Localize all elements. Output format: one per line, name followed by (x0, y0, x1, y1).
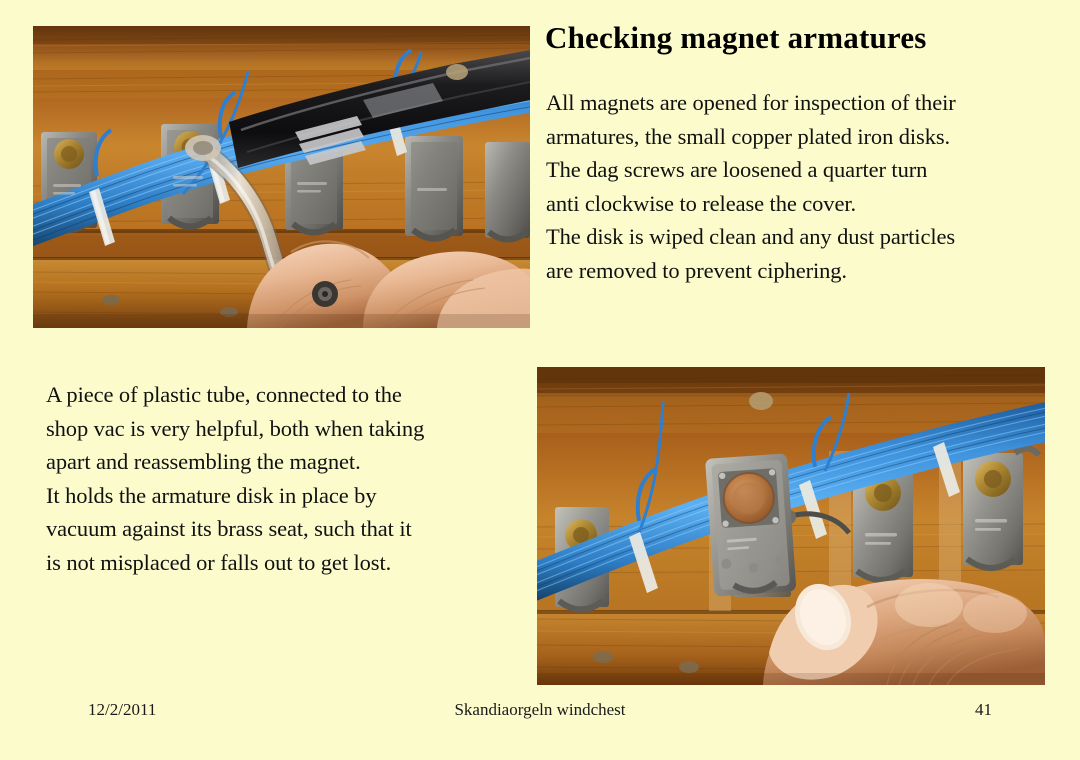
paragraph-right-line: The disk is wiped clean and any dust particles (546, 224, 956, 249)
photo-magnet-rail-with-tube (33, 26, 530, 328)
footer-title: Skandiaorgeln windchest (454, 700, 626, 719)
photo-top-graphic (33, 26, 530, 328)
paragraph-right-line: armatures, the small copper plated iron disks. (546, 123, 951, 149)
paragraph-left (46, 378, 526, 579)
photo-magnet-cover-in-hand (537, 367, 1045, 685)
page-title: Checking magnet armatures (545, 20, 927, 55)
footer-date: 12/2/2011 (88, 700, 157, 719)
paragraph-left-line: vacuum against its brass seat, such that it (46, 516, 412, 541)
paragraph-right-line: are removed to prevent ciphering. (546, 257, 847, 283)
paragraph-left-line: It holds the armature disk in place by (46, 482, 377, 508)
paragraph-right-line: anti clockwise to release the cover. (546, 190, 857, 216)
paragraph-right (546, 86, 1056, 287)
footer-page-number: 41 (975, 700, 992, 719)
paragraph-left-line: is not misplaced or falls out to get lost. (46, 549, 392, 575)
slide-footer (0, 700, 1080, 724)
paragraph-left-line: A piece of plastic tube, connected to the (46, 382, 402, 407)
photo-bottom-graphic (537, 367, 1045, 685)
paragraph-left-line: apart and reassembling the magnet. (46, 449, 361, 474)
paragraph-right-line: All magnets are opened for inspection of their (546, 90, 956, 115)
paragraph-left-line: shop vac is very helpful, both when taking (46, 415, 425, 441)
paragraph-right-line: The dag screws are loosened a quarter turn (546, 157, 928, 182)
